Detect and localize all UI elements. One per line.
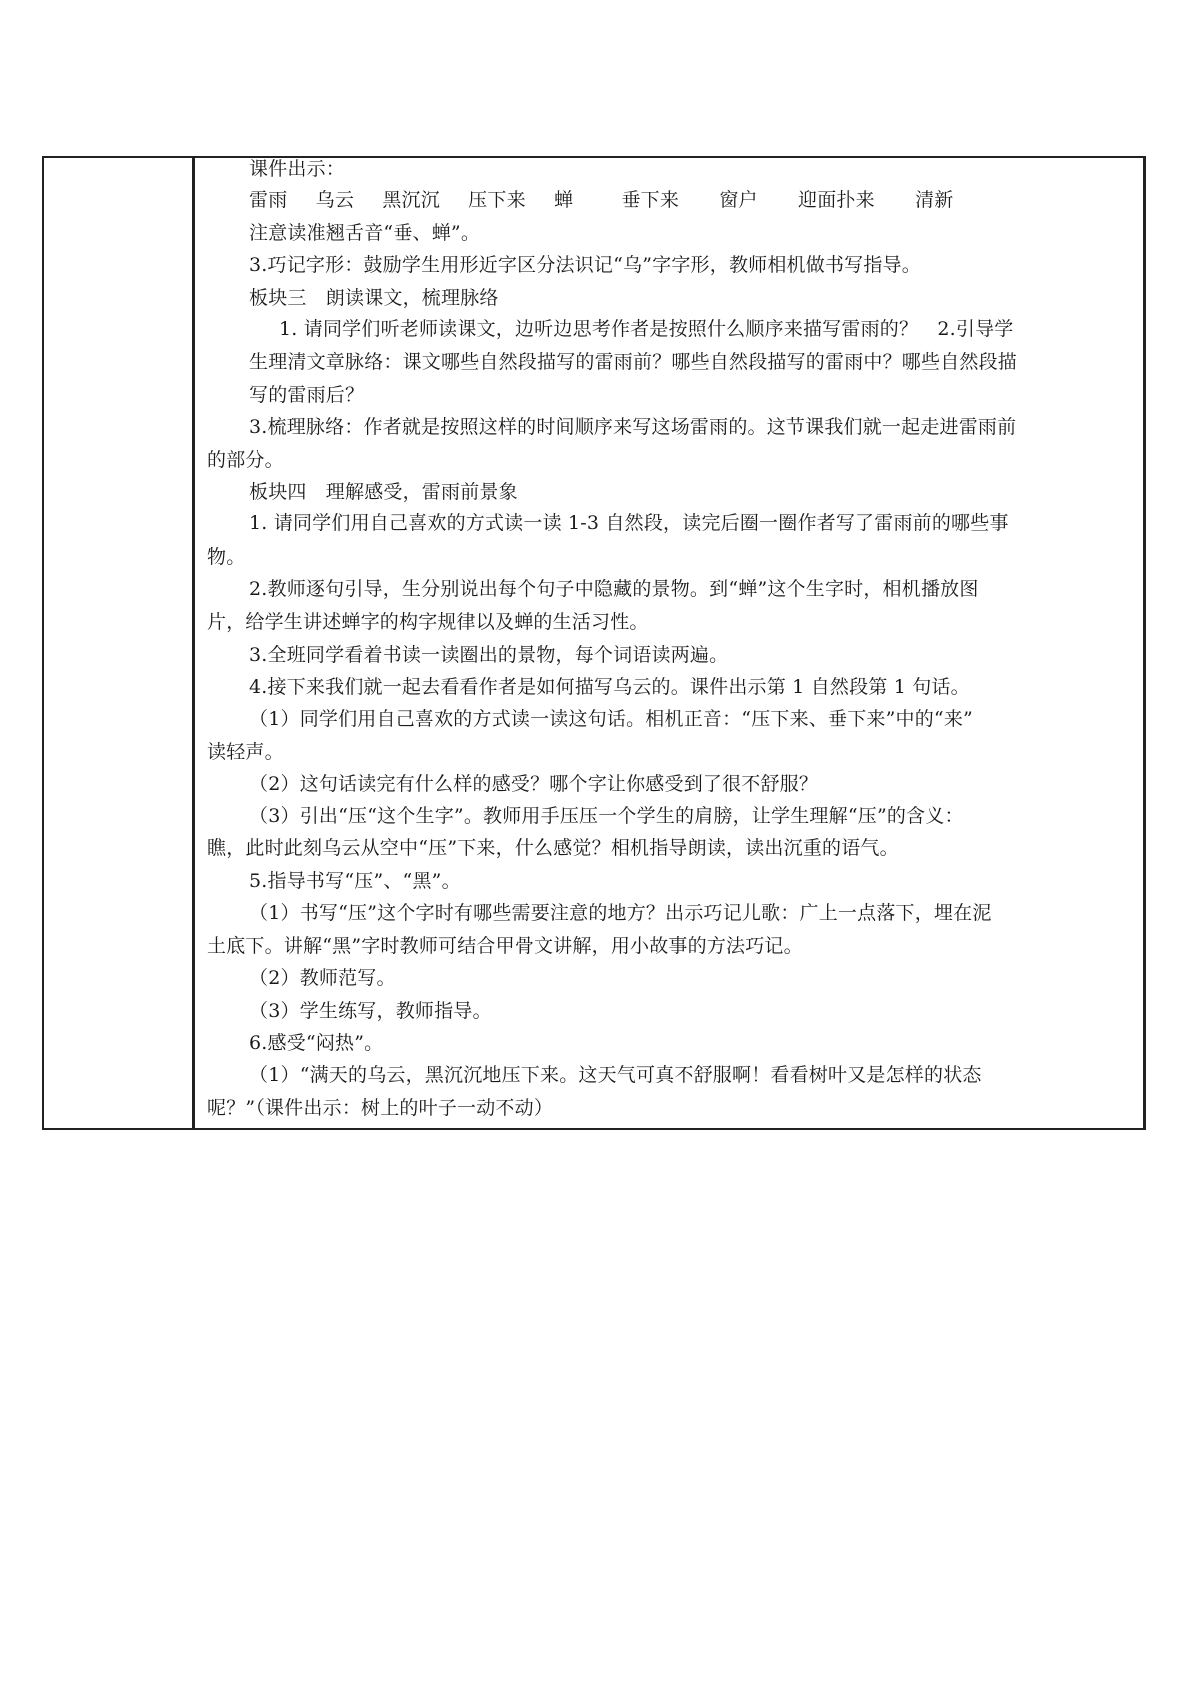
- paragraph-line: 呢？”（课件出示：树上的叶子一动不动）: [207, 1097, 554, 1119]
- section-heading: 板块四 理解感受，雷雨前景象: [249, 481, 518, 504]
- paragraph-line: 瞧，此时此刻乌云从空中“压”下来，什么感觉？相机指导朗读，读出沉重的语气。: [207, 837, 899, 860]
- paragraph-line: 3.全班同学看着书读一读圈出的景物，每个词语读两遍。: [249, 643, 729, 666]
- vocab-word: 迎面扑来: [798, 189, 875, 212]
- lesson-plan-table: [42, 156, 1146, 1130]
- paragraph-line: 生理清文章脉络：课文哪些自然段描写的雷雨前？哪些自然段描写的雷雨中？哪些自然段描: [249, 351, 1018, 374]
- paragraph-line: 4.接下来我们就一起去看看作者是如何描写乌云的。课件出示第 1 自然段第 1 句话。: [249, 675, 970, 698]
- paragraph-line: 课件出示：: [249, 157, 346, 180]
- vocab-word: 雷雨: [249, 189, 288, 212]
- section-heading: 板块三 朗读课文，梳理脉络: [249, 286, 499, 309]
- vocab-word: 黑沉沉: [382, 189, 440, 212]
- paragraph-line: 2.教师逐句引导，生分别说出每个句子中隐藏的景物。到“蝉”这个生字时，相机播放图: [249, 577, 979, 600]
- paragraph-line: 5.指导书写“压”、“黑”。: [249, 869, 461, 892]
- vocab-word: 清新: [915, 189, 954, 212]
- paragraph-line: 物。: [207, 546, 246, 569]
- paragraph-line: 注意读准翘舌音“垂、蝉”。: [249, 221, 481, 244]
- vocab-word: 乌云: [315, 189, 355, 212]
- paragraph-line: （3）引出“压“这个生字”。教师用手压压一个学生的肩膀，让学生理解“压”的含义：: [249, 804, 964, 827]
- paragraph-line: （1）“满天的乌云，黑沉沉地压下来。这天气可真不舒服啊！看看树叶又是怎样的状态: [249, 1063, 982, 1086]
- paragraph-line: （1）同学们用自己喜欢的方式读一读这句话。相机正音：“压下来、垂下来”中的“来”: [249, 707, 973, 730]
- paragraph-line: 3.巧记字形：鼓励学生用形近字区分法识记“乌”字字形，教师相机做书写指导。: [249, 254, 921, 277]
- paragraph-line: 土底下。讲解“黑”字时教师可结合甲骨文讲解，用小故事的方法巧记。: [207, 934, 803, 957]
- paragraph-line: 1. 请同学们听老师读课文，边听边思考作者是按照什么顺序来描写雷雨的？ 2.引导学: [279, 317, 1014, 340]
- paragraph-line: （2）这句话读完有什么样的感受？哪个字让你感受到了很不舒服？: [249, 772, 819, 795]
- vocab-word: 窗户: [719, 189, 758, 212]
- paragraph-line: 的部分。: [207, 448, 284, 471]
- paragraph-line: 写的雷雨后？: [249, 383, 365, 406]
- paragraph-line: 片，给学生讲述蝉字的构字规律以及蝉的生活习性。: [207, 611, 649, 634]
- paragraph-line: 1. 请同学们用自己喜欢的方式读一读 1-3 自然段，读完后圈一圈作者写了雷雨前的哪些事: [249, 512, 1009, 535]
- column-divider: [192, 158, 195, 1128]
- vocab-word: 压下来: [468, 189, 526, 212]
- vocab-word: 蝉: [554, 189, 574, 212]
- paragraph-line: 3.梳理脉络：作者就是按照这样的时间顺序来写这场雷雨的。这节课我们就一起走进雷雨前: [249, 416, 1017, 439]
- vocab-word: 垂下来: [621, 189, 680, 212]
- paragraph-line: （3）学生练写，教师指导。: [249, 999, 492, 1022]
- vocabulary-row: [249, 188, 953, 212]
- paragraph-line: 6.感受“闷热”。: [249, 1032, 384, 1055]
- left-column-cell: [44, 158, 192, 1128]
- paragraph-line: （1）书写“压”这个字时有哪些需要注意的地方？出示巧记儿歌：广上一点落下，埋在泥: [249, 902, 992, 925]
- paragraph-line: 读轻声。: [207, 740, 284, 763]
- paragraph-line: （2）教师范写。: [249, 967, 396, 990]
